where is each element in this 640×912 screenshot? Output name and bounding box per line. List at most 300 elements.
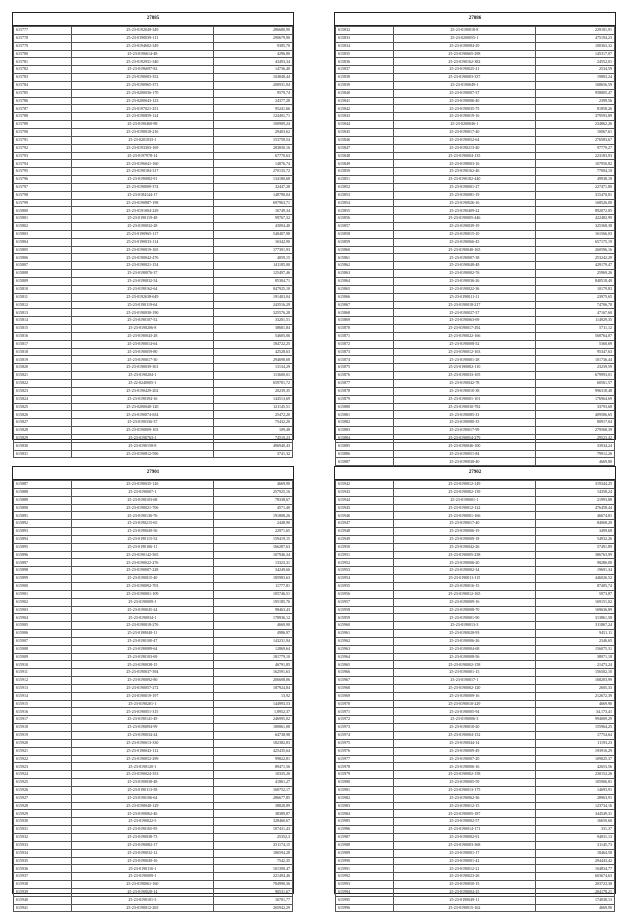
cadastral-number-cell: 25-23-0190009-374: [71, 183, 213, 191]
value-cell: 34249,66: [214, 567, 293, 575]
value-cell: 28963,91: [536, 794, 615, 802]
value-cell: 107946,34: [214, 551, 293, 559]
table-row: [336, 168, 615, 176]
cadastral-number-cell: 25-23-0190763-1: [71, 434, 213, 442]
value-cell: 101736,44: [536, 356, 615, 364]
value-cell: 958805,47: [536, 89, 615, 97]
cadastral-number-cell: 25-23-0190020-14: [71, 888, 213, 896]
record-number-cell: 615874: [336, 356, 394, 364]
value-cell: 25969,26: [536, 270, 615, 278]
value-cell: 603674,63: [536, 873, 615, 881]
table-row: [336, 238, 615, 246]
table-row: [14, 818, 293, 826]
cadastral-number-cell: 25-23-0190012-265: [71, 904, 213, 912]
record-number-cell: 615878: [336, 387, 394, 395]
record-number-cell: 615924: [14, 771, 72, 779]
value-cell: 425435,64: [214, 747, 293, 755]
value-cell: 169151,02: [536, 598, 615, 606]
value-cell: 260596,16: [536, 246, 615, 254]
cadastral-number-cell: 25-23-0190040-129: [71, 802, 213, 810]
record-number-cell: 615981: [336, 786, 394, 794]
record-number-cell: 615913: [14, 684, 72, 692]
record-number-cell: 615812: [14, 301, 72, 309]
table-row: [336, 246, 615, 254]
table-row: [14, 238, 293, 246]
record-number-cell: 615941: [14, 904, 72, 912]
record-number-cell: 615799: [14, 199, 72, 207]
record-number-cell: 615887: [336, 458, 394, 466]
value-cell: 22971,65: [214, 528, 293, 536]
table-row: [336, 215, 615, 223]
record-number-cell: 615871: [336, 332, 394, 340]
record-number-cell: 615814: [14, 317, 72, 325]
record-number-cell: 615815: [14, 325, 72, 333]
record-number-cell: 615868: [336, 309, 394, 317]
cadastral-number-cell: 25-23-0190062-46: [71, 810, 213, 818]
table-row: [336, 81, 615, 89]
value-cell: 181779,10: [214, 653, 293, 661]
cadastral-number-cell: 25-23-0190059-80: [71, 348, 213, 356]
cadastral-number-cell: 25-23-0190051-84: [393, 450, 535, 458]
record-number-cell: 615905: [14, 622, 72, 630]
value-cell: 996318,48: [536, 387, 615, 395]
cadastral-number-cell: 25-23-0190017-40: [393, 128, 535, 136]
value-cell: 279568,39: [536, 427, 615, 435]
table-row: [14, 105, 293, 113]
value-cell: 104848,44: [214, 74, 293, 82]
value-cell: 223183,93: [536, 152, 615, 160]
value-cell: 46791,85: [214, 661, 293, 669]
cadastral-number-cell: 25-23-0190003-368: [393, 841, 535, 849]
cadastral-number-cell: 25-23-0190119-64: [71, 301, 213, 309]
cadastral-number-cell: 25-23-0190136-76: [71, 512, 213, 520]
value-cell: 77004,10: [536, 168, 615, 176]
table-row: [336, 411, 615, 419]
record-number-cell: 615790: [14, 128, 72, 136]
cadastral-number-cell: 25-23-0190204-1: [71, 372, 213, 380]
record-number-cell: 615848: [336, 152, 394, 160]
cadastral-number-cell: 25-23-0190007-20: [393, 755, 535, 763]
record-number-cell: 615810: [14, 285, 72, 293]
table-row: [336, 395, 615, 403]
cadastral-number-cell: 25-23-0190089-64: [71, 645, 213, 653]
table-row: [336, 779, 615, 787]
value-cell: 174038,13: [536, 896, 615, 904]
value-cell: 23239,59: [536, 364, 615, 372]
table-row: [336, 614, 615, 622]
record-number-cell: 615840: [336, 89, 394, 97]
record-number-cell: 615962: [336, 637, 394, 645]
table-row: [14, 136, 293, 144]
value-cell: 2605,33: [536, 684, 615, 692]
cadastral-number-cell: 25-23-0190061-160: [71, 881, 213, 889]
record-number-cell: 615921: [14, 747, 72, 755]
value-cell: 206608,06: [214, 677, 293, 685]
cadastral-number-cell: 25-23-0190103-69: [71, 653, 213, 661]
cadastral-number-cell: 25-23-0190024-353: [71, 771, 213, 779]
cadastral-number-cell: 25-23-0190049-16: [71, 857, 213, 865]
cadastral-number-cell: 25-23-0190015-162: [393, 904, 535, 912]
cadastral-number-cell: 25-23-0190965-371: [71, 81, 213, 89]
cadastral-number-cell: 25-23-0190042-476: [71, 254, 213, 262]
record-number-cell: 615926: [14, 786, 72, 794]
table-row: [336, 849, 615, 857]
cadastral-number-cell: 25-23-0190010-38: [393, 387, 535, 395]
table-row: [14, 113, 293, 121]
cadastral-number-cell: 25-23-0190002-91: [393, 833, 535, 841]
record-number-cell: 615839: [336, 81, 394, 89]
value-cell: 166287,63: [214, 543, 293, 551]
cadastral-number-cell: 25-23-0190066-45: [393, 238, 535, 246]
cadastral-number-cell: 25-23-0190052-64: [393, 136, 535, 144]
table-row: [14, 230, 293, 238]
cadastral-number-cell: 25-23-0190182-440: [393, 176, 535, 184]
record-number-cell: 615904: [14, 614, 72, 622]
value-cell: 243516,29: [214, 301, 293, 309]
value-cell: 784990,36: [214, 881, 293, 889]
table-row: [336, 661, 615, 669]
record-number-cell: 615957: [336, 598, 394, 606]
record-number-cell: 615864: [336, 278, 394, 286]
table-row: [14, 160, 293, 168]
value-cell: 114929,35: [536, 317, 615, 325]
record-number-cell: 615884: [336, 434, 394, 442]
table-row: [14, 559, 293, 567]
value-cell: 64738,98: [214, 732, 293, 740]
cadastral-number-cell: 25-23-0190012-21: [393, 865, 535, 873]
panel-title: 27885: [13, 13, 293, 26]
cadastral-number-cell: 25-23-0190042-26: [393, 543, 535, 551]
table-row: [336, 708, 615, 716]
cadastral-number-cell: 25-23-0190032-12: [71, 849, 213, 857]
cadastral-number-cell: 25-23-0193303-169: [71, 144, 213, 152]
panel-title: 27886: [335, 13, 615, 26]
value-cell: 75432,20: [214, 419, 293, 427]
table-row: [336, 794, 615, 802]
table-row: [336, 34, 615, 42]
value-cell: 270135,72: [214, 168, 293, 176]
value-cell: 104834,77: [536, 865, 615, 873]
record-number-cell: 615963: [336, 645, 394, 653]
cadastral-number-cell: 25-23-0190009-16: [393, 598, 535, 606]
cadastral-number-cell: 25-23-0190009-49: [393, 747, 535, 755]
value-cell: 16701,77: [214, 896, 293, 904]
table-row: [14, 677, 293, 685]
value-cell: 257925,16: [214, 488, 293, 496]
record-number-cell: 615890: [14, 504, 72, 512]
table-row: [336, 152, 615, 160]
table-row: [14, 207, 293, 215]
value-cell: 145317,07: [536, 50, 615, 58]
value-cell: 4669,90: [536, 904, 615, 912]
record-number-cell: 615777: [14, 27, 72, 35]
value-cell: 162591,63: [214, 669, 293, 677]
cadastral-number-cell: 25-23-0190887-198: [71, 199, 213, 207]
cadastral-number-cell: 25-23-0190215-65: [71, 520, 213, 528]
cadastral-number-cell: 25-23-0190011-115: [393, 575, 535, 583]
table-row: [14, 387, 293, 395]
value-cell: 4296,80: [214, 50, 293, 58]
table-row: [336, 543, 615, 551]
value-cell: 540407,98: [214, 230, 293, 238]
record-number-cell: 615881: [336, 411, 394, 419]
record-number-cell: 615828: [14, 427, 72, 435]
table-row: [14, 700, 293, 708]
table-row: [14, 582, 293, 590]
cadastral-number-cell: 25-22-0240005-1: [71, 379, 213, 387]
value-cell: 38681,84: [214, 325, 293, 333]
record-number-cell: 615798: [14, 191, 72, 199]
value-cell: 84068,20: [536, 520, 615, 528]
value-cell: 11777,81: [214, 582, 293, 590]
value-cell: 144993,53: [214, 700, 293, 708]
record-number-cell: 615859: [336, 238, 394, 246]
cadastral-number-cell: 25-23-0190004-152: [393, 732, 535, 740]
value-cell: 155964,25: [536, 724, 615, 732]
table-row: [336, 27, 615, 35]
value-cell: 203723,30: [536, 881, 615, 889]
cadastral-number-cell: 25-23-0190001-166: [393, 512, 535, 520]
value-cell: 276583,67: [536, 136, 615, 144]
cadastral-number-cell: 25-23-0190009-18: [393, 535, 535, 543]
value-cell: 10067,61: [536, 128, 615, 136]
record-number-cell: 615842: [336, 105, 394, 113]
record-number-cell: 615909: [14, 653, 72, 661]
record-number-cell: 615899: [14, 575, 72, 583]
record-number-cell: 615844: [336, 121, 394, 129]
value-cell: 191403,04: [214, 293, 293, 301]
cadastral-number-cell: 25-23-0190082-91: [71, 176, 213, 184]
cadastral-number-cell: 25-23-0200036-170: [71, 89, 213, 97]
table-row: [14, 325, 293, 333]
table-row: [14, 857, 293, 865]
table-row: [336, 136, 615, 144]
value-cell: 143231,94: [214, 637, 293, 645]
record-number-cell: 615900: [14, 582, 72, 590]
cadastral-number-cell: 25-23-0190812-596: [71, 450, 213, 458]
value-cell: 657175,19: [536, 238, 615, 246]
value-cell: 5360,69: [536, 340, 615, 348]
record-number-cell: 615885: [336, 442, 394, 450]
table-row: [336, 786, 615, 794]
record-number-cell: 615796: [14, 176, 72, 184]
record-number-cell: 615973: [336, 724, 394, 732]
record-number-cell: 615894: [14, 535, 72, 543]
cadastral-number-cell: 25-23-0190022-5: [71, 818, 213, 826]
record-number-cell: 615863: [336, 270, 394, 278]
cadastral-number-cell: 25-23-0190021-706: [71, 504, 213, 512]
value-cell: 229181,91: [536, 27, 615, 35]
table-row: [14, 614, 293, 622]
value-cell: 31145,73: [536, 841, 615, 849]
value-cell: 125497,46: [214, 270, 293, 278]
table-row: [14, 881, 293, 889]
table-row: [14, 395, 293, 403]
cadastral-number-cell: 25-23-0190100-47: [71, 637, 213, 645]
cadastral-number-cell: 25-23-0190013-3: [393, 622, 535, 630]
record-number-cell: 615888: [14, 488, 72, 496]
table-row: [336, 301, 615, 309]
value-cell: 4986,97: [214, 630, 293, 638]
table-row: [336, 802, 615, 810]
cadastral-number-cell: 25-23-0190002-110: [393, 364, 535, 372]
table-row: [336, 881, 615, 889]
cadastral-number-cell: 25-23-0190106-11: [71, 543, 213, 551]
table-row: [14, 246, 293, 254]
table-row: [336, 512, 615, 520]
record-number-cell: 615804: [14, 238, 72, 246]
cadastral-number-cell: 25-23-0190076-37: [71, 270, 213, 278]
record-number-cell: 615807: [14, 262, 72, 270]
cadastral-number-cell: 25-23-0190082-17: [71, 841, 213, 849]
value-cell: 134180,68: [214, 176, 293, 184]
value-cell: 177391,93: [214, 246, 293, 254]
cadastral-number-cell: 25-23-0190162-382: [393, 58, 535, 66]
value-cell: 331,37: [536, 826, 615, 834]
value-cell: 4059,15: [214, 254, 293, 262]
cadastral-number-cell: 25-23-0194602-349: [71, 42, 213, 50]
value-cell: 33201,51: [214, 317, 293, 325]
record-number-cell: 615946: [336, 512, 394, 520]
table-row: [336, 896, 615, 904]
record-number-cell: 615978: [336, 763, 394, 771]
table-row: [336, 97, 615, 105]
record-number-cell: 615944: [336, 496, 394, 504]
value-cell: 74510,23: [214, 434, 293, 442]
cadastral-number-cell: 25-23-0190018-8: [393, 27, 535, 35]
table-row: [14, 724, 293, 732]
record-number-cell: 615897: [14, 559, 72, 567]
value-cell: 178936,12: [214, 614, 293, 622]
table-row: [336, 645, 615, 653]
record-number-cell: 615991: [336, 865, 394, 873]
value-cell: 99822,81: [214, 755, 293, 763]
cadastral-number-cell: 25-23-0190006-20: [393, 559, 535, 567]
table-row: [14, 50, 293, 58]
record-number-cell: 615959: [336, 614, 394, 622]
record-number-cell: 615873: [336, 348, 394, 356]
record-number-cell: 615927: [14, 794, 72, 802]
table-row: [336, 528, 615, 536]
value-cell: 568764,07: [536, 332, 615, 340]
value-cell: 16342,90: [214, 238, 293, 246]
record-number-cell: 615853: [336, 191, 394, 199]
table-panel-4: [334, 466, 616, 910]
table-row: [336, 818, 615, 826]
record-number-cell: 615949: [336, 535, 394, 543]
value-cell: 38389,87: [214, 810, 293, 818]
record-number-cell: 615783: [14, 74, 72, 82]
cadastral-number-cell: 25-23-0190017-1: [393, 677, 535, 685]
record-number-cell: 615893: [14, 528, 72, 536]
cadastral-number-cell: 25-23-0192049-349: [71, 27, 213, 35]
cadastral-number-cell: 25-23-0190042-78: [393, 379, 535, 387]
record-number-cell: 615976: [336, 747, 394, 755]
record-number-cell: 615923: [14, 763, 72, 771]
table-row: [336, 598, 615, 606]
cadastral-number-cell: 25-23-0190005-238: [393, 551, 535, 559]
record-number-cell: 615786: [14, 97, 72, 105]
cadastral-number-cell: 25-23-0200046-1: [393, 121, 535, 129]
cadastral-number-cell: 25-23-0190035-126: [71, 481, 213, 489]
table-row: [14, 763, 293, 771]
table-row: [14, 434, 293, 442]
cadastral-number-cell: 25-23-0190038-15: [71, 661, 213, 669]
value-cell: 14358,24: [536, 488, 615, 496]
table-row: [336, 403, 615, 411]
table-row: [336, 262, 615, 270]
cadastral-number-cell: 25-23-0190184-317: [71, 168, 213, 176]
value-cell: 38828,89: [214, 802, 293, 810]
cadastral-number-cell: 25-23-0190030-40: [393, 458, 535, 466]
value-cell: 168526,00: [536, 199, 615, 207]
record-number-cell: 615910: [14, 661, 72, 669]
cadastral-number-cell: 25-23-0190013-175: [393, 786, 535, 794]
record-number-cell: 615989: [336, 849, 394, 857]
record-number-cell: 615883: [336, 427, 394, 435]
table-row: [14, 512, 293, 520]
record-number-cell: 615794: [14, 160, 72, 168]
record-number-cell: 615813: [14, 309, 72, 317]
value-cell: 14876,74: [214, 160, 293, 168]
cadastral-number-cell: 25-23-0190429-202: [71, 387, 213, 395]
record-number-cell: 615855: [336, 207, 394, 215]
cadastral-number-cell: 25-23-0196697-82: [71, 66, 213, 74]
record-number-cell: 615795: [14, 168, 72, 176]
cadastral-number-cell: 25-23-0191004-229: [71, 207, 213, 215]
value-cell: 107431,43: [214, 826, 293, 834]
table-row: [336, 622, 615, 630]
table-row: [14, 888, 293, 896]
record-number-cell: 615808: [14, 270, 72, 278]
table-row: [14, 669, 293, 677]
table-row: [336, 739, 615, 747]
cadastral-number-cell: 25-23-0190001-109: [71, 590, 213, 598]
cadastral-number-cell: 25-23-0190044-14: [393, 739, 535, 747]
record-number-cell: 615960: [336, 622, 394, 630]
table-row: [14, 543, 293, 551]
record-number-cell: 615987: [336, 833, 394, 841]
value-cell: 13323,31: [214, 559, 293, 567]
record-number-cell: 615792: [14, 144, 72, 152]
table-row: [336, 254, 615, 262]
table-row: [14, 372, 293, 380]
value-cell: 251174,15: [214, 841, 293, 849]
record-number-cell: 615980: [336, 779, 394, 787]
table-row: [336, 582, 615, 590]
cadastral-number-cell: 25-23-0200043-123: [71, 97, 213, 105]
table-row: [336, 637, 615, 645]
record-number-cell: 615791: [14, 136, 72, 144]
value-cell: 16749,34: [214, 207, 293, 215]
value-cell: 160752,17: [214, 786, 293, 794]
record-number-cell: 615836: [336, 58, 394, 66]
record-number-cell: 615822: [14, 379, 72, 387]
record-number-cell: 615972: [336, 716, 394, 724]
cadastral-number-cell: 25-23-0190002-76: [393, 270, 535, 278]
cadastral-number-cell: 25-23-0190001-42: [393, 857, 535, 865]
value-cell: 99767,32: [214, 215, 293, 223]
table-row: [14, 278, 293, 286]
record-number-cell: 615861: [336, 254, 394, 262]
table-row: [336, 293, 615, 301]
table-row: [14, 128, 293, 136]
table-row: [336, 747, 615, 755]
record-number-cell: 615833: [336, 34, 394, 42]
value-cell: 95347,63: [536, 348, 615, 356]
cadastral-number-cell: 25-23-0190017-40: [393, 520, 535, 528]
value-cell: 4669,90: [536, 700, 615, 708]
